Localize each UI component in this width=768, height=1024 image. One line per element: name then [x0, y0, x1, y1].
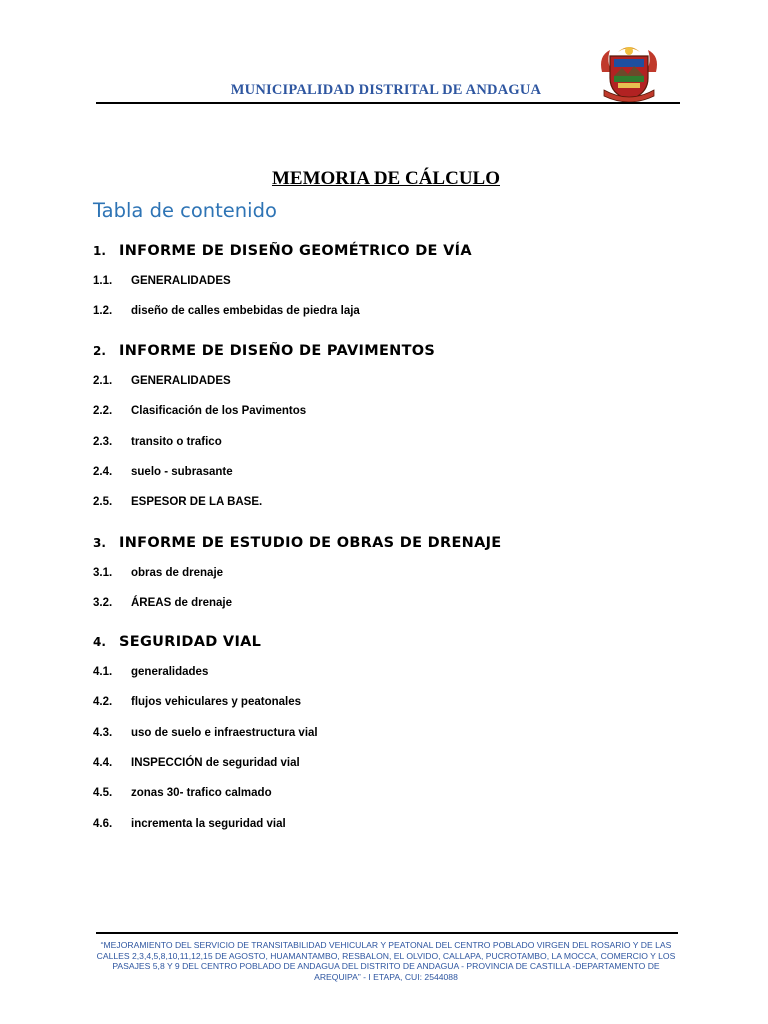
toc-section-number: 2.	[93, 344, 106, 358]
toc-item-label: ESPESOR DE LA BASE.	[131, 496, 263, 509]
toc-item-number: 4.1.	[93, 666, 113, 678]
toc-section-number: 3.	[93, 536, 106, 550]
toc-item[interactable]	[93, 405, 306, 417]
toc-item-number: 1.2.	[93, 305, 113, 318]
municipality-title: MUNICIPALIDAD DISTRITAL DE ANDAGUA	[230, 82, 542, 98]
toc-section-number: 4.	[93, 635, 106, 649]
toc-item-number: 1.1.	[93, 275, 113, 287]
toc-item[interactable]	[93, 466, 233, 478]
toc-section-label: INFORME DE ESTUDIO DE OBRAS DE DRENAJE	[119, 535, 502, 551]
toc-item-label: flujos vehiculares y peatonales	[131, 696, 302, 709]
toc-item-label: uso de suelo e infraestructura vial	[131, 726, 318, 739]
footer-divider	[96, 932, 678, 934]
toc-item[interactable]	[93, 757, 300, 769]
toc-heading: Tabla de contenido	[93, 199, 277, 222]
toc-item-number: 4.2.	[93, 696, 113, 709]
toc-section-4[interactable]	[93, 634, 261, 650]
toc-item-number: 3.1.	[93, 567, 113, 579]
toc-item-number: 2.5.	[93, 496, 113, 509]
toc-item[interactable]	[93, 305, 360, 317]
toc-item-number: 4.6.	[93, 817, 113, 830]
toc-item-number: 2.3.	[93, 435, 113, 448]
toc-item-number: 2.4.	[93, 465, 113, 478]
toc-section-number: 1.	[93, 244, 106, 258]
toc-item[interactable]	[93, 696, 301, 708]
toc-item[interactable]	[93, 567, 223, 579]
toc-item[interactable]	[93, 275, 231, 287]
toc-item-number: 3.2.	[93, 597, 113, 610]
toc-item-number: 2.1.	[93, 375, 113, 387]
toc-item[interactable]	[93, 496, 262, 508]
toc-item-label: ÁREAS de drenaje	[131, 597, 232, 610]
toc-item-label: generalidades	[131, 666, 209, 678]
toc-item-label: GENERALIDADES	[131, 375, 231, 387]
toc-item-number: 4.5.	[93, 787, 113, 800]
toc-item-label: obras de drenaje	[131, 567, 224, 579]
toc-item[interactable]	[93, 727, 318, 739]
toc-item-label: Clasificación de los Pavimentos	[131, 405, 307, 418]
toc-item[interactable]	[93, 375, 231, 387]
toc-item-label: transito o trafico	[131, 435, 222, 448]
toc-section-1[interactable]	[93, 243, 472, 259]
toc-item-number: 4.4.	[93, 756, 113, 769]
toc-item-label: incrementa la seguridad vial	[131, 817, 286, 830]
toc-item-label: GENERALIDADES	[131, 275, 231, 287]
toc-item-number: 4.3.	[93, 726, 113, 739]
footer-project-title: “MEJORAMIENTO DEL SERVICIO DE TRANSITABILIDAD VEHICULAR Y PEATONAL DEL CENTRO POBLADO VIRGEN DEL ROSARIO Y DE LAS CALLES 2,3,4,5,8,10,11,12,15 DE AGOSTO, HUAMANTAMBO, RESBALON, EL OLVIDO, CALLAPA, PUCROTAMBO, LA MOCCA, COMERCIO Y LOS PASAJES 5,8 Y 9 DEL CENTRO POBLADO DE ANDAGUA DEL DISTRITO DE ANDAGUA - PROVINCIA DE CASTILLA -DEPARTAMENTO DE AREQUIPA” - I ETAPA, CUI: 2544088	[96, 940, 676, 982]
toc-item[interactable]	[93, 666, 208, 678]
toc-item-label: INSPECCIÓN de seguridad vial	[131, 756, 300, 769]
toc-item-label: diseño de calles embebidas de piedra laja	[131, 305, 360, 318]
toc-item-label: zonas 30- trafico calmado	[131, 787, 272, 800]
toc-item[interactable]	[93, 787, 272, 799]
toc-section-label: INFORME DE DISEÑO DE PAVIMENTOS	[119, 343, 436, 359]
toc-item-label: suelo - subrasante	[131, 465, 233, 478]
toc-section-label: SEGURIDAD VIAL	[119, 634, 262, 650]
toc-item-number: 2.2.	[93, 405, 113, 418]
toc-item[interactable]	[93, 597, 232, 609]
toc-item[interactable]	[93, 436, 222, 448]
toc-section-label: INFORME DE DISEÑO GEOMÉTRICO DE VÍA	[119, 243, 472, 259]
toc-section-2[interactable]	[93, 343, 435, 359]
toc-item[interactable]	[93, 818, 286, 830]
document-title: MEMORIA DE CÁLCULO	[271, 168, 500, 189]
toc-section-3[interactable]	[93, 535, 502, 551]
